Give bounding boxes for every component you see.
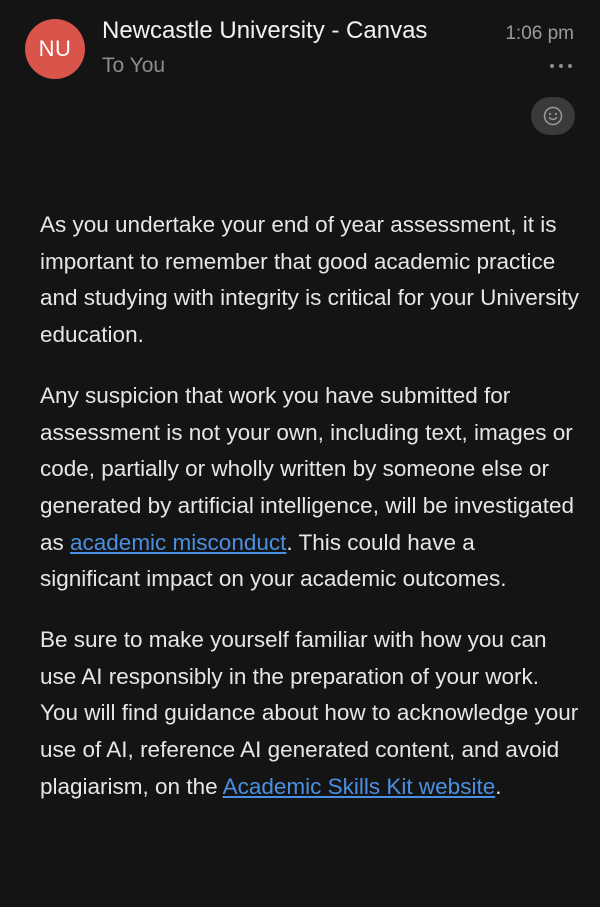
message-paragraph-3 [40, 622, 580, 806]
recipient-label[interactable]: To You [102, 54, 166, 77]
ellipsis-dot [568, 64, 572, 68]
sender-name[interactable]: Newcastle University - Canvas [102, 17, 428, 44]
ellipsis-dot [550, 64, 554, 68]
paragraph-text: . [495, 773, 502, 799]
timestamp: 1:06 pm [505, 23, 574, 44]
message-paragraph-1 [40, 207, 580, 354]
reaction-button[interactable] [531, 97, 575, 135]
ellipsis-icon[interactable] [550, 56, 572, 76]
email-header [0, 0, 600, 150]
academic-misconduct-link[interactable]: academic misconduct [70, 529, 287, 555]
paragraph-text: . This could have a significant impact on your academic outcomes. [40, 529, 507, 592]
ellipsis-dot [559, 64, 563, 68]
paragraph-text: Any suspicion that work you have submitted for assessment is not your own, including text, images or code, partially or wholly written by someone else or generated by artificial intelligence, will be investigated as [40, 382, 575, 555]
academic-skills-kit-link[interactable]: Academic Skills Kit website [222, 773, 496, 799]
message-paragraph-2 [40, 378, 580, 598]
avatar-initials: NU [38, 36, 72, 61]
paragraph-text: Be sure to make yourself familiar with how you can use AI responsibly in the preparation of your work. You will find guidance about how to acknowledge your use of AI, reference AI generated content, and avoid plagiarism, on the [40, 627, 579, 799]
paragraph-text: As you undertake your end of year assessment, it is important to remember that good academic practice and studying with integrity is critical for your University education. [40, 212, 579, 348]
smiley-icon [543, 106, 563, 126]
message-body [40, 207, 580, 830]
sender-avatar[interactable] [25, 19, 85, 79]
